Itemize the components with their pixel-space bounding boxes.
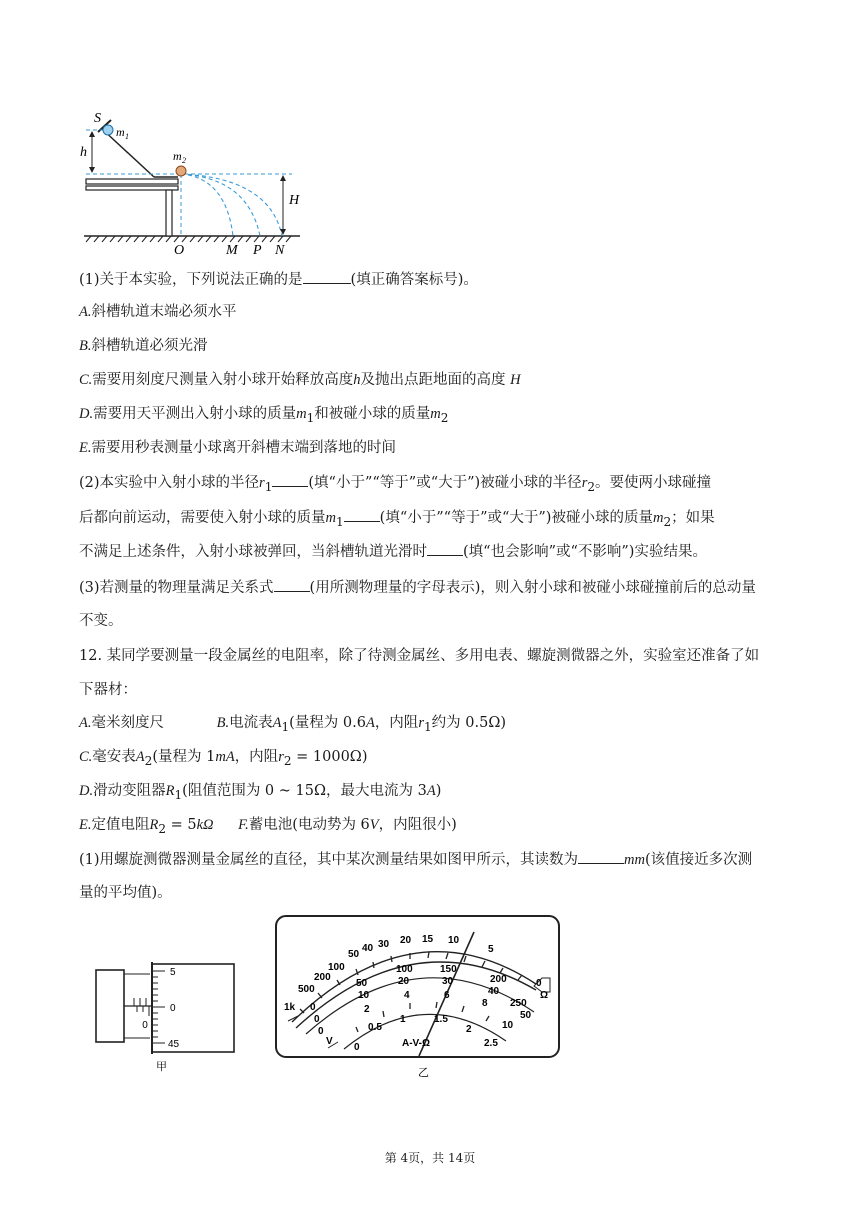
text: 不满足上述条件，入射小球被弹回，当斜槽轨道光滑时	[79, 544, 427, 560]
dc-scale-b-10: 10	[358, 990, 370, 1001]
unit: A	[426, 783, 436, 799]
label-P: P	[253, 243, 262, 258]
q11-part1-blank[interactable]	[303, 269, 351, 284]
meter-caption: 乙	[418, 1067, 429, 1079]
ohm-mark: Ω	[540, 990, 549, 1001]
sym-A2: A	[135, 749, 145, 765]
total-pages: 14	[448, 1151, 464, 1165]
option-text: 需要用刻度尺测量入射小球开始释放高度	[92, 372, 354, 388]
dc-scale-200: 200	[490, 974, 507, 985]
ohm-scale-500: 500	[298, 984, 315, 995]
text: 约为 0.5Ω)	[431, 715, 507, 731]
footer-text: 页	[463, 1151, 476, 1165]
micrometer-tick-0: 0	[170, 1003, 176, 1014]
unit: kΩ	[196, 817, 214, 833]
sub: 1	[423, 719, 432, 734]
q11-option-B	[79, 336, 789, 356]
q11-part2-line3	[79, 541, 789, 562]
option-letter: A.	[79, 715, 92, 731]
micrometer-main-zero: 0	[142, 1020, 148, 1031]
option-text: 斜槽轨道末端必须水平	[91, 304, 237, 320]
ohm-scale-200: 200	[314, 972, 331, 983]
footer-text: 页，共	[408, 1151, 448, 1165]
label-m1-sub: 1	[125, 132, 129, 141]
collision-apparatus-figure	[78, 108, 323, 260]
text: (量程为 1	[152, 749, 216, 765]
label-N: N	[275, 243, 285, 258]
text: 滑动变阻器	[93, 783, 166, 799]
dc-scale-0: 0	[310, 1002, 316, 1013]
q11-option-D	[79, 404, 789, 428]
sym-r1: r	[418, 715, 424, 731]
ohm-scale-1k: 1k	[284, 1002, 296, 1013]
text: = 1000Ω)	[291, 749, 368, 765]
text: (2)本实验中入射小球的半径	[79, 475, 260, 491]
text: = 5	[166, 817, 197, 833]
option-letter: E.	[79, 440, 92, 456]
v-scale-2-5: 2.5	[484, 1038, 498, 1049]
var-m1: m	[296, 406, 307, 422]
q11-part2-blank-3[interactable]	[427, 541, 463, 556]
q11-part2-line2	[79, 507, 789, 532]
q12-stem-line1	[79, 646, 789, 666]
q12-part1-blank[interactable]	[578, 849, 624, 864]
text: (填“小于”“等于”或“大于”)被碰小球的质量	[379, 510, 653, 526]
micrometer-tick-5: 5	[170, 967, 176, 978]
q11-option-A	[79, 302, 789, 322]
unit: mm	[624, 852, 645, 868]
multimeter-dial-figure	[274, 914, 561, 1080]
option-letter: A.	[79, 304, 92, 320]
footer-text: 第	[384, 1151, 401, 1165]
sub: 2	[283, 753, 292, 768]
dc-scale-150: 150	[440, 964, 457, 975]
option-letter: D.	[79, 783, 94, 799]
q11-part2-blank-1[interactable]	[272, 472, 308, 487]
v-scale-1: 1	[400, 1014, 406, 1025]
option-text: 及抛出点距地面的高度	[360, 372, 511, 388]
ohm-scale-10: 10	[448, 935, 460, 946]
dc-scale-c-10: 10	[502, 1020, 514, 1031]
option-letter: E.	[79, 817, 92, 833]
dc-scale-c-6: 6	[444, 990, 450, 1001]
q12-equipment-AB	[79, 713, 789, 737]
dc-scale-250: 250	[510, 998, 527, 1009]
text: ，内阻很小)	[378, 817, 457, 833]
sym-R1: R	[165, 783, 175, 799]
q11-part1	[79, 269, 789, 290]
var-H: H	[510, 372, 521, 388]
sub: 2	[440, 410, 449, 425]
v-scale-2: 2	[466, 1024, 472, 1035]
dc-scale-50: 50	[356, 978, 368, 989]
text: 不变。	[79, 613, 123, 629]
option-letter: B.	[79, 338, 92, 354]
sub: 1	[281, 719, 290, 734]
q11-part2-line1	[79, 472, 789, 497]
center-label: A-V-Ω	[402, 1038, 431, 1049]
dc-scale-c-2: 2	[364, 1004, 370, 1015]
sub: 1	[335, 514, 344, 529]
page-footer	[0, 1149, 860, 1166]
q12-part1-line1	[79, 849, 789, 870]
text: ，内阻	[374, 715, 419, 731]
label-M: M	[226, 243, 238, 258]
label-m1: m	[116, 125, 125, 139]
sub: 2	[587, 479, 596, 494]
option-text: 斜槽轨道必须光滑	[91, 338, 208, 354]
text: ，内阻	[234, 749, 279, 765]
unit: mA	[215, 749, 235, 765]
ohm-scale-15: 15	[422, 934, 434, 945]
dc-scale-b-30: 30	[442, 976, 454, 987]
q12-equipment-EF	[79, 815, 789, 839]
sub: 1	[306, 410, 315, 425]
q11-part1-suffix: (填正确答案标号)。	[350, 272, 478, 288]
text: 定值电阻	[91, 817, 150, 833]
micrometer-figure	[92, 960, 242, 1075]
dc-scale-b-20: 20	[398, 976, 410, 987]
q11-part1-prefix: (1)关于本实验，下列说法正确的是	[79, 272, 303, 288]
dc-scale-b-50: 50	[520, 1010, 532, 1021]
ohm-scale-0: 0	[536, 978, 542, 989]
dc-scale-b-0: 0	[314, 1014, 320, 1025]
text: 量的平均值)。	[79, 885, 172, 901]
sub: 2	[663, 514, 672, 529]
option-letter: D.	[79, 406, 94, 422]
q12-equipment-C	[79, 747, 789, 771]
option-letter: C.	[79, 749, 93, 765]
dc-scale-c-8: 8	[482, 998, 488, 1009]
var-m1: m	[325, 510, 336, 526]
q12-stem-line2	[79, 680, 789, 700]
option-text: 毫米刻度尺	[91, 715, 164, 731]
v-scale-1-5: 1.5	[434, 1014, 448, 1025]
sym-r2: r	[278, 749, 284, 765]
text: (用所测物理量的字母表示)，则入射小球和被碰小球碰撞前后的总动量	[309, 580, 756, 596]
dc-scale-100: 100	[396, 964, 413, 975]
q11-option-C	[79, 370, 789, 390]
option-text: 和被碰小球的质量	[314, 406, 431, 422]
option-text: 需要用天平测出入射小球的质量	[93, 406, 297, 422]
q11-part3-line2	[79, 611, 789, 631]
page-number: 4	[400, 1151, 409, 1165]
var-m2: m	[652, 510, 664, 526]
text: (填“也会影响”或“不影响”)实验结果。	[463, 544, 707, 560]
label-h: h	[80, 145, 87, 160]
text: (3)若测量的物理量满足关系式	[79, 580, 274, 596]
ohm-scale-30: 30	[378, 939, 390, 950]
dc-scale-c-4: 4	[404, 990, 410, 1001]
q12-equipment-D	[79, 781, 789, 805]
text: ；如果	[671, 510, 715, 526]
q12-part1-line2	[79, 883, 789, 903]
text: 电流表	[229, 715, 273, 731]
ohm-scale-5: 5	[488, 944, 494, 955]
sub: 1	[174, 787, 183, 802]
q11-option-E	[79, 438, 789, 458]
option-letter: C.	[79, 372, 93, 388]
var-m2: m	[430, 406, 441, 422]
text: 毫安表	[92, 749, 136, 765]
ohm-scale-100: 100	[328, 962, 345, 973]
label-H: H	[289, 193, 300, 208]
label-S: S	[94, 111, 101, 126]
text: 蓄电池(电动势为 6	[248, 817, 370, 833]
micrometer-tick-45: 45	[168, 1039, 180, 1050]
dc-scale-c-0: 0	[318, 1026, 324, 1037]
unit: A	[365, 715, 375, 731]
text: 。要使两小球碰撞	[595, 475, 712, 491]
v-mark: V	[326, 1036, 333, 1047]
option-letter: F.	[238, 817, 249, 833]
text: (1)用螺旋测微器测量金属丝的直径，其中某次测量结果如图甲所示，其读数为	[79, 852, 579, 868]
sub: 2	[158, 821, 167, 836]
text: 12. 某同学要测量一段金属丝的电阻率，除了待测金属丝、多用电表、螺旋测微器之外，实验室还准备了如	[79, 648, 760, 664]
option-letter: B.	[216, 715, 230, 731]
v-scale-0: 0	[354, 1042, 360, 1053]
label-m2: m	[173, 149, 182, 163]
q11-part3-blank[interactable]	[274, 577, 310, 592]
ohm-scale-20: 20	[400, 935, 412, 946]
text: 后都向前运动，需要使入射小球的质量	[79, 510, 326, 526]
label-O: O	[174, 243, 185, 258]
var-r2: r	[581, 475, 588, 491]
sym-A1: A	[272, 715, 282, 731]
text: )	[435, 783, 442, 799]
text: 下器材：	[79, 682, 137, 698]
sub: 2	[144, 753, 153, 768]
text: (填“小于”“等于”或“大于”)被碰小球的半径	[308, 475, 582, 491]
v-scale-0-5: 0.5	[368, 1022, 382, 1033]
micrometer-caption: 甲	[156, 1061, 167, 1073]
var-r1: r	[259, 475, 265, 491]
ohm-scale-50: 50	[348, 949, 360, 960]
text: (量程为 0.6	[289, 715, 366, 731]
unit: V	[369, 817, 379, 833]
dc-scale-b-40: 40	[488, 986, 500, 997]
text: (阻值范围为 0 ~ 15Ω，最大电流为 3	[182, 783, 427, 799]
sub: 1	[264, 479, 273, 494]
label-m2-sub: 2	[182, 156, 186, 165]
q11-part3-line1	[79, 577, 789, 598]
ohm-scale-40: 40	[362, 943, 374, 954]
var-h: h	[353, 372, 361, 388]
sym-R2: R	[149, 817, 159, 833]
option-text: 需要用秒表测量小球离开斜槽末端到落地的时间	[91, 440, 396, 456]
text: (该值接近多次测	[645, 852, 753, 868]
q11-part2-blank-2[interactable]	[344, 507, 380, 522]
